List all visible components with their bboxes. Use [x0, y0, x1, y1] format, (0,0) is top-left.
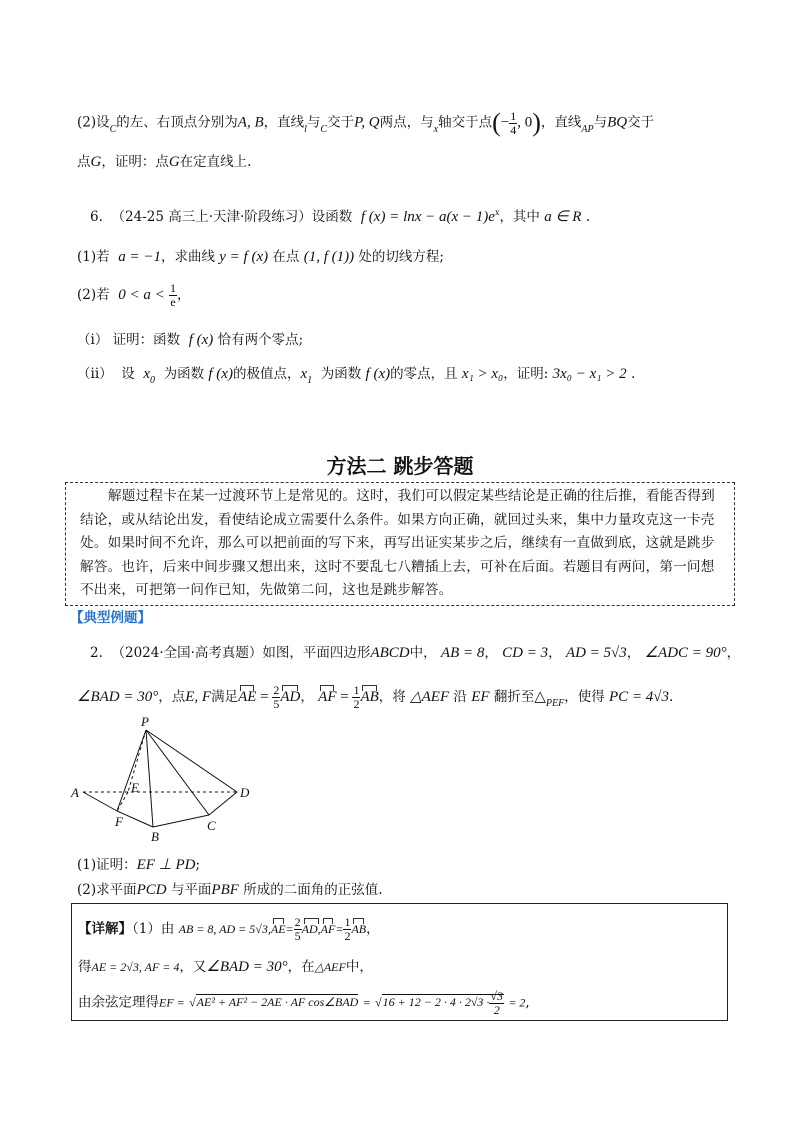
edge-PC: [146, 730, 209, 815]
method-line: 结论，或从结论出发，看使结论成立需要什么条件。如果方向正确，就回过头来，集中力量攻克这一卡壳: [80, 511, 715, 528]
q6-stem: 6. （24-25 高三上·天津·阶段练习）设函数 f $(x) = \ln x - a(x - 1)e^x$，其中 a ∈ R .: [90, 207, 591, 225]
ae-fraction: $\frac{2}{5}$: [273, 683, 280, 711]
label-E: E: [131, 780, 139, 795]
q6-part2-ii: （ii） 设 $x_0$ 为函数 f (x)的极值点，$x_1$ 为函数 f (x)的零点，且 x₁ > x₀，证明: 3x₀ − x₁ > 2 .: [77, 366, 636, 386]
method-title: 方法二 跳步答题: [326, 454, 474, 478]
edge-BC: [153, 815, 209, 827]
one-over-e-fraction: $\frac{1}{e}$: [170, 281, 177, 309]
q6-part1: (1)若 a = −1，求曲线 y = f (x) 在点 (1, f (1)) 处的切线方程;: [77, 249, 444, 265]
q-cont-line2: 点G，证明：点G在定直线上.: [77, 154, 252, 170]
method-box: [65, 482, 735, 606]
sqrt3-over-2: $\frac{√3}{2}$: [490, 989, 504, 1017]
edge-PD: [146, 730, 237, 792]
example-q1: (1)证明：EF ⊥ PD;: [77, 857, 201, 873]
af-fraction: $\frac{1}{2}$: [353, 683, 360, 711]
solution-line2: 得AE = 2√3, AF = 4，又∠BAD = 30°，在△AEF中，: [78, 959, 373, 975]
solution-line1: 【详解】（1）由 AB = 8, AD = 5√3,AE= $\frac{2}{5}$ AD,AF= $\frac{1}{2}$ AB，: [78, 915, 380, 943]
example-tag: 【典型例题】: [70, 610, 151, 626]
q6-part2: (2)若 0 < a < $\frac{1}{e}$ ，: [77, 281, 191, 309]
method-line: 不出来，可把第一问作已知，先做第二问，这也是跳步解答。: [80, 582, 453, 598]
method-line: 处。如果时间不允许，那么可以把前面的写下来，再写出证实某步之后，继续有一直做到底，这就是跳步: [80, 535, 715, 551]
edge-AF: [83, 792, 117, 811]
example-stem-line1: 2. （2024·全国·高考真题）如图，平面四边形ABCD中， AB = 8， CD = 3， AD = 5√3， ∠ADC = 90°，: [90, 645, 741, 661]
example-stem-line2: ∠BAD = 30°，点E, F满足AE = $\frac{2}{5}$ AD， AF = $\frac{1}{2}$ AB，将 △AEF 沿 EF 翻折至$\triangle_{PEF}$，使得 PC = 4√3.: [77, 683, 674, 711]
point-fraction: $\frac{1}{4}$: [510, 108, 517, 137]
pyramid-figure: [65, 712, 265, 847]
label-P: P: [141, 714, 149, 729]
edge-PB: [146, 730, 153, 827]
q6-part2-i: （i） 证明：函数 f (x) 恰有两个零点;: [77, 332, 304, 348]
label-B: B: [151, 829, 159, 844]
example-q2: (2)求平面PCD 与平面PBF 所成的二面角的正弦值.: [77, 882, 383, 898]
edge-CD: [209, 792, 237, 815]
solution-line3: 由余弦定理得EF = √AE² + AF² − 2AE · AF cos∠BAD = √16 + 12 − 2 · 4 · 2√3 · $\frac{√3}{2}$ = 2,: [78, 989, 530, 1017]
method-line: 解题过程卡在某一过渡环节上是常见的。这时，我们可以假定某些结论是正确的往后推，看能否得到: [108, 488, 715, 504]
edge-PF: [117, 730, 146, 811]
label-F: F: [115, 814, 123, 829]
label-D: D: [240, 785, 250, 800]
sol-af-fraction: $\frac{1}{2}$: [344, 915, 351, 943]
q-cont-line1: (2)设$_C$的左、右顶点分别为A, B，直线$_l$与$_C$交于P, Q两点，与$_x$轴交于点(− $\frac{1}{4}$ , 0)，直线$_{AP}$与BQ交于: [77, 108, 655, 137]
label-A: A: [71, 785, 79, 800]
solution-box: [71, 903, 728, 1021]
label-C: C: [207, 818, 216, 833]
cosine-radical: 16 + 12 − 2 · 4 · 2√3 · $\frac{√3}{2}$: [382, 989, 504, 1017]
method-line: 解答。也许，后来中间步骤又想出来，这时不要乱七八糟插上去，可补在后面。若题目有两问，第一问想: [80, 558, 715, 575]
sol-ae-fraction: $\frac{2}{5}$: [294, 915, 301, 943]
